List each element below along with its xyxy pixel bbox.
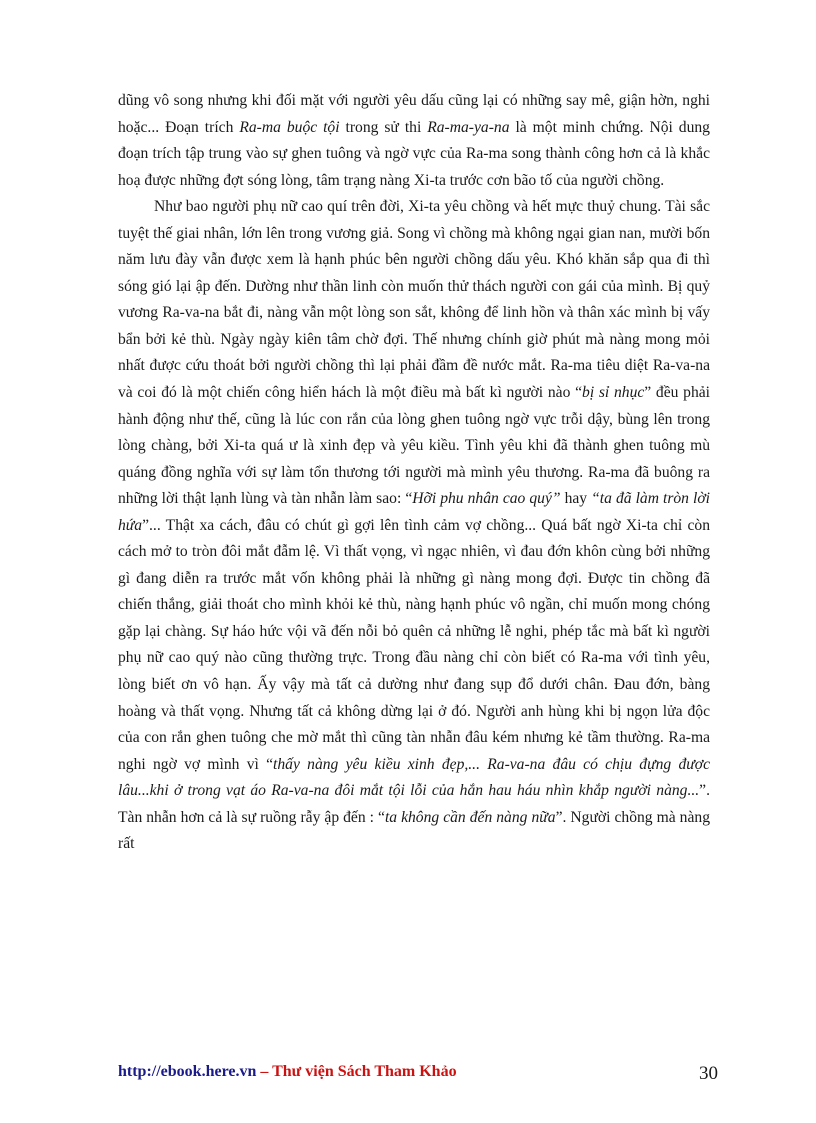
- italic-text-run: Ra-ma-ya-na: [427, 118, 510, 136]
- italic-text-run: ta không cần đến nàng nữa: [384, 808, 556, 826]
- text-run: ”... Thật xa cách, đâu có chút gì gợi lên tình cảm vợ chồng... Quá bất ngờ Xi-ta chỉ còn cách mở to tròn đôi mắt đẫm lệ. Vì thất vọng, vì ngạc nhiên, vì đau đớn khôn cùng bởi những gì đang diễn ra trước mắt vốn không phải là những gì nàng mong đợi. Được tin chồng đã chiến thắng, giải thoát cho mình khỏi kẻ thù, nàng hạnh phúc vô ngần, chỉ muốn mong chóng gặp lại chàng. Sự háo hức vội vã đến nỗi bỏ quên cả những lễ nghi, phép tắc mà bất kì người phụ nữ cao quý nào cũng thường trực. Trong đầu nàng chỉ còn biết có Ra-ma với tình yêu, lòng biết ơn vô hạn. Ấy vậy mà tất cả dường như đang sụp đổ dưới chân. Đau đớn, bàng hoàng và thất vọng. Nhưng tất cả không dừng lại ở đó. Người anh hùng khi bị ngọn lửa độc của con rắn ghen tuông che mờ mắt thì cũng tàn nhẫn đâu kém nhưng kẻ tầm thường. Ra-ma nghi ngờ vợ mình vì “: [118, 516, 710, 773]
- italic-text-run: bị sỉ nhục: [582, 384, 645, 402]
- italic-text-run: Ra-ma buộc tội: [239, 118, 340, 136]
- text-run: trong sử thi: [339, 118, 428, 136]
- text-run: là một minh chứng. Nội dung đoạn trích tập trung vào sự ghen tuông và ngờ vực của Ra-ma song thành công hơn cả là khắc hoạ được những đợt sóng lòng, tâm trạng nàng Xi-ta trước cơn bão tố của người chồng.: [118, 118, 710, 189]
- text-run: hay: [560, 490, 592, 508]
- footer-separator: –: [256, 1063, 273, 1080]
- page-footer: [118, 1063, 718, 1089]
- italic-text-run: thấy nàng yêu kiều xinh đẹp,... Ra-va-na đâu có chịu đựng được lâu...khi ở trong vạt áo Ra-va-na đôi mắt tội lỗi của hắn hau háu nhìn khắp người nàng...: [118, 755, 710, 800]
- text-run: Như bao người phụ nữ cao quí trên đời, Xi-ta yêu chồng và hết mực thuỷ chung. Tài sắc tuyệt thế giai nhân, lớn lên trong vương giả. Song vì chồng mà không ngại gian nan, mười bốn năm lưu đày vẫn được xem là hạnh phúc bên người chồng dấu yêu. Khó khăn sắp qua đi thì sóng gió lại ập đến. Dường như thần linh còn muốn thử thách người con gái của mình. Bị quỷ vương Ra-va-na bắt đi, nàng vẫn một lòng son sắt, không để linh hồn và thân xác mình bị vấy bẩn bởi kẻ thù. Ngày ngày kiên tâm chờ đợi. Thế nhưng chính giờ phút mà nàng mong mỏi nhất được cứu thoát bởi người chồng thì lại phải đầm đề nước mắt. Ra-ma tiêu diệt Ra-va-na và coi đó là một chiến công hiển hách là một điều mà bất kì người nào “: [118, 198, 710, 402]
- page-body: [118, 88, 710, 858]
- text-run: ” đều phải hành động như thế, cũng là lúc con rắn của lòng ghen tuông ngờ vực trỗi dậy, bùng lên trong lòng chàng, bởi Xi-ta quá ư là xinh đẹp và yêu kiều. Tình yêu khi đã thành ghen tuông mù quáng đồng nghĩa với sự làm tổn thương tới người mà mình yêu thương. Ra-ma đã buông ra những lời thật lạnh lùng và tàn nhẫn làm sao: “: [118, 384, 711, 508]
- paragraph: [118, 194, 710, 858]
- italic-text-run: Hỡi phu nhân cao quý”: [412, 490, 561, 508]
- footer-url-link[interactable]: http://ebook.here.vn: [118, 1063, 257, 1080]
- footer-library-name: Thư viện Sách Tham Khảo: [272, 1063, 457, 1080]
- page-number: 30: [699, 1063, 718, 1084]
- footer-source: [118, 1063, 457, 1081]
- text-run: dũng vô song nhưng khi đối mặt với người yêu dấu cũng lại có những say mê, giận hờn, nghi hoặc... Đoạn trích: [118, 92, 710, 136]
- paragraph: [118, 88, 710, 194]
- text-run: ”. Người chồng mà nàng rất: [118, 808, 710, 853]
- italic-text-run: “ta đã làm tròn lời hứa: [118, 490, 710, 534]
- text-run: ”. Tàn nhẫn hơn cả là sự ruồng rẫy ập đến : “: [118, 782, 710, 826]
